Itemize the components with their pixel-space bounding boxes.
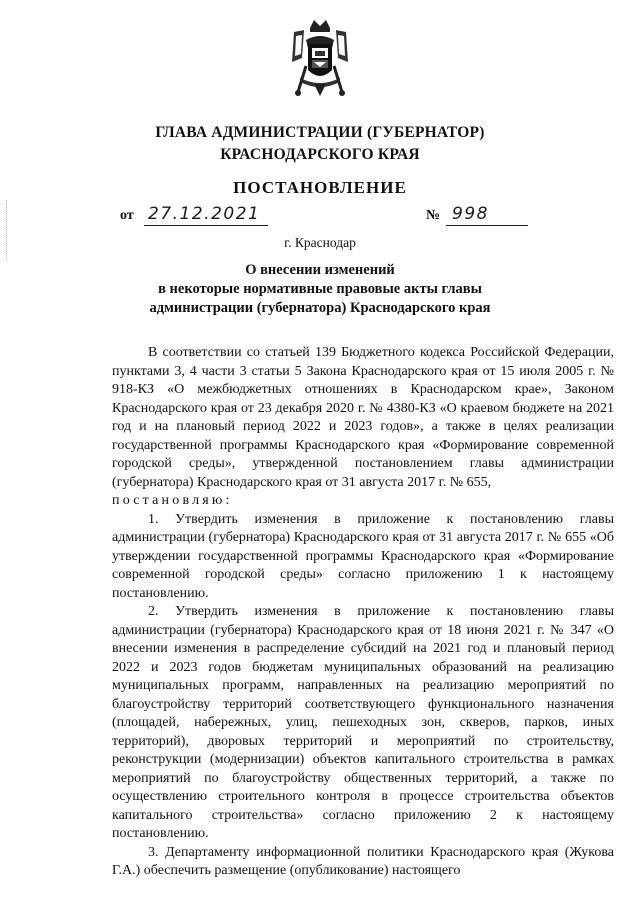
item-paragraph-3: 3. Департаменту информационной политики Краснодарского края (Жукова Г.А.) обеспечить размещение (опубликование) настоящего: [112, 844, 614, 878]
handwritten-date: 27.12.2021: [144, 204, 268, 226]
margin-scan-mark: [6, 200, 9, 260]
resolve-word: постановляю:: [112, 493, 233, 508]
preamble-paragraph: В соответствии со статьей 139 Бюджетного кодекса Российской Федерации, пунктами 3, 4 части 3 статьи 5 Закона Краснодарского края от 15 июля 2005 г. № 918-КЗ «О межбюджетных отношениях в Краснодарском крае», Законом Краснодарского края от 23 декабря 2020 г. № 4380-КЗ «О краевом бюджете на 2021 год и на плановый период 2022 и 2023 годов», а также в целях реализации государственной программы Краснодарского края «Формирование современной городской среды», утвержденной постановлением главы администрации (губернатора) Краснодарского края от 31 августа 2017 г. № 655,: [112, 345, 614, 490]
city-name: г. Краснодар: [284, 235, 356, 250]
number-label: №: [426, 208, 441, 223]
handwritten-document-number: 998: [446, 204, 528, 226]
document-body: [112, 344, 614, 881]
coat-of-arms-emblem: [286, 18, 354, 98]
date-label: от: [120, 208, 134, 223]
authority-title-line1: ГЛАВА АДМИНИСТРАЦИИ (ГУБЕРНАТОР): [155, 124, 485, 141]
authority-title-line2: КРАСНОДАРСКОГО КРАЯ: [220, 146, 420, 163]
subject-line: О внесении изменений: [245, 262, 395, 278]
subject-line: администрации (губернатора) Краснодарского края: [149, 300, 491, 316]
resolve-word-paragraph: [112, 492, 614, 511]
item-paragraph-2: 2. Утвердить изменения в приложение к постановлению главы администрации (губернатора) Краснодарского края от 18 июня 2021 г. № 347 «О внесении изменения в распределение субсидий на 2021 год и плановый период 2022 и 2023 годов бюджетам муниципальных образований на реализацию муниципальных программ, направленных на реализацию мероприятий по благоустройству территорий соответствующего функционального назначения (площадей, набережных, улиц, пешеходных зон, скверов, парков, иных территорий), дворовых территорий и мероприятий по строительству, реконструкции (модернизации) объектов капитального строительства в рамках мероприятий по благоустройству общественных территорий, а также по осуществлению строительного контроля в процессе строительства объектов капитального строительства» согласно приложению 2 к настоящему постановлению.: [112, 604, 614, 841]
item-paragraph-1: 1. Утвердить изменения в приложение к постановлению главы администрации (губернатора) Краснодарского края от 31 августа 2017 г. № 655 «Об утверждении государственной программы Краснодарского края «Формирование современной городской среды» согласно приложению 1 к настоящему постановлению.: [112, 511, 614, 601]
subject-line: в некоторые нормативные правовые акты главы: [158, 281, 482, 297]
document-type-title: ПОСТАНОВЛЕНИЕ: [233, 178, 407, 197]
